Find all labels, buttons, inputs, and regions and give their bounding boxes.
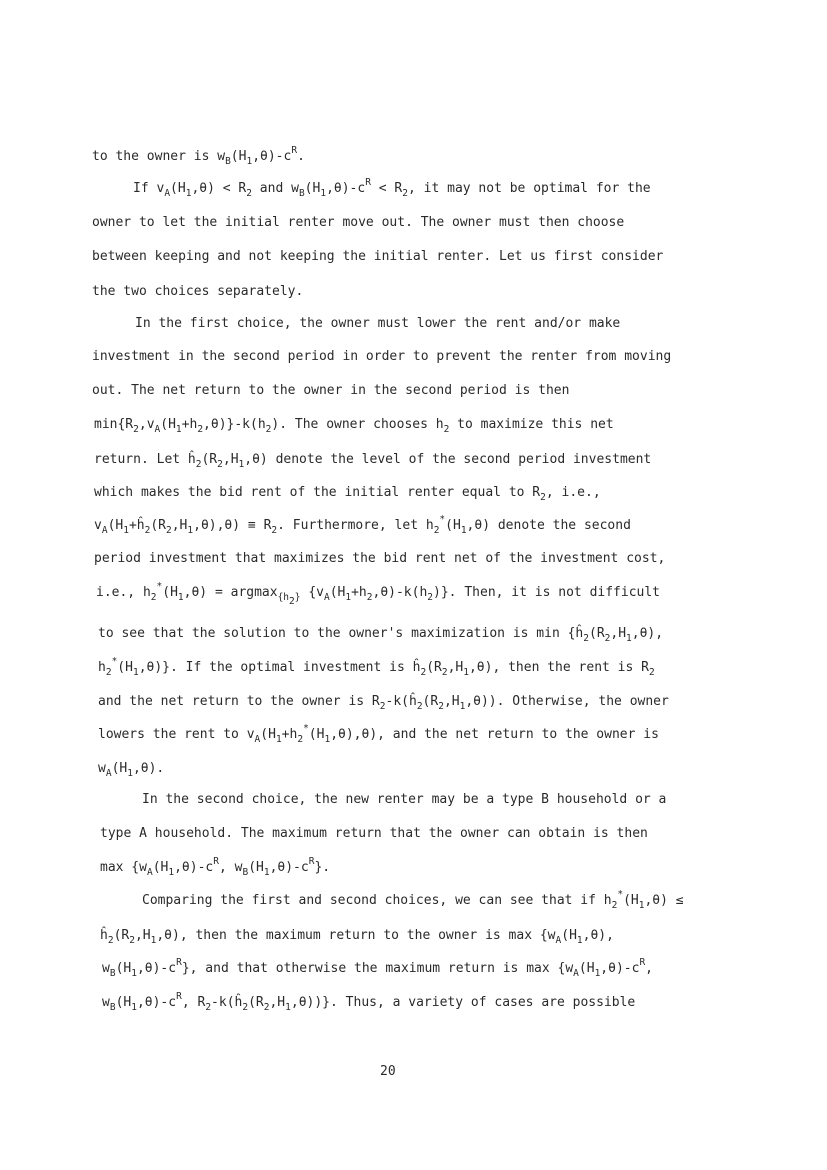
text-line: $ĥ_2(R_2,H_1,\theta)$, then the maximum return to the owner is $\max \{w_A(H_1,\theta)$, [100, 928, 614, 946]
text-line: $v_A(H_1+ĥ_2(R_2,H_1,\theta),\theta) \equiv R_2$. Furthermore, let $h_2^*(H_1,\theta)$ denote the second [94, 514, 631, 536]
text-line: lowers the rent to $v_A(H_1+h_2^*(H_1,\theta),\theta)$, and the net return to the owner is [98, 723, 659, 745]
text-line: the two choices separately. [92, 284, 304, 299]
text-line: $w_B(H_1,\theta)-c^R$}, and that otherwise the maximum return is $\max \{w_A(H_1,\theta)-c^R$, [102, 957, 653, 979]
text-line: between keeping and not keeping the initial renter. Let us first consider [92, 249, 664, 264]
text-line: $w_A(H_1,\theta)$. [98, 761, 165, 779]
text-line: and the net return to the owner is $R_2-k(ĥ_2(R_2,H_1,\theta))$. Otherwise, the owner [98, 694, 669, 712]
text-line: period investment that maximizes the bid rent net of the investment cost, [94, 551, 666, 566]
text-line: i.e., $h_2^*(H_1,\theta) = argmax_{\{h_2\}}$ $\{v_A(H_1+h_2,\theta)-k(h_2)\}$. Then, it is not difficult [96, 581, 661, 607]
text-line: $\min\{R_2,v_A(H_1+h_2,\theta)\}-k(h_2)$. The owner chooses $h_2$ to maximize this net [94, 417, 614, 435]
text-line: $w_B(H_1,\theta)-c^R$, $R_2-k(ĥ_2(R_2,H_1,\theta))$}. Thus, a variety of cases are possible [102, 991, 636, 1013]
text-line: $h_2^*(H_1,\theta)$}. If the optimal investment is $ĥ_2(R_2,H_1,\theta)$, then the rent is $R_2$ [98, 656, 655, 678]
text-line: Comparing the first and second choices, we can see that if $h_2^*(H_1,\theta)$ ≤ [142, 889, 684, 911]
text-line: $\max \{w_A(H_1,\theta)-c^R$, $w_B(H_1,\theta)-c^R$}. [100, 856, 331, 878]
text-line: If $v_A(H_1,\theta) < R_2$ and $w_B(H_1,\theta)-c^R < R_2$, it may not be optimal for the [133, 177, 651, 199]
text-line: type A household. The maximum return that the owner can obtain is then [100, 826, 648, 841]
text-line: In the first choice, the owner must lower the rent and/or make [135, 316, 621, 331]
text-line: investment in the second period in order to prevent the renter from moving [92, 349, 672, 364]
text-line: which makes the bid rent of the initial renter equal to $R_2$, i.e., [94, 485, 601, 503]
page-number: 20 [380, 1064, 396, 1079]
text-line: return. Let $ĥ_2(R_2,H_1,\theta)$ denote the level of the second period investment [94, 452, 652, 470]
text-line: owner to let the initial renter move out. The owner must then choose [92, 215, 625, 230]
text-line: In the second choice, the new renter may be a type B household or a [142, 792, 667, 807]
text-line: to the owner is $w_B(H_1,\theta)-c^R$. [92, 145, 305, 167]
text-line: out. The net return to the owner in the second period is then [92, 383, 570, 398]
text-line: to see that the solution to the owner's maximization is $\min \{ĥ_2(R_2,H_1,\theta)$, [98, 626, 664, 644]
